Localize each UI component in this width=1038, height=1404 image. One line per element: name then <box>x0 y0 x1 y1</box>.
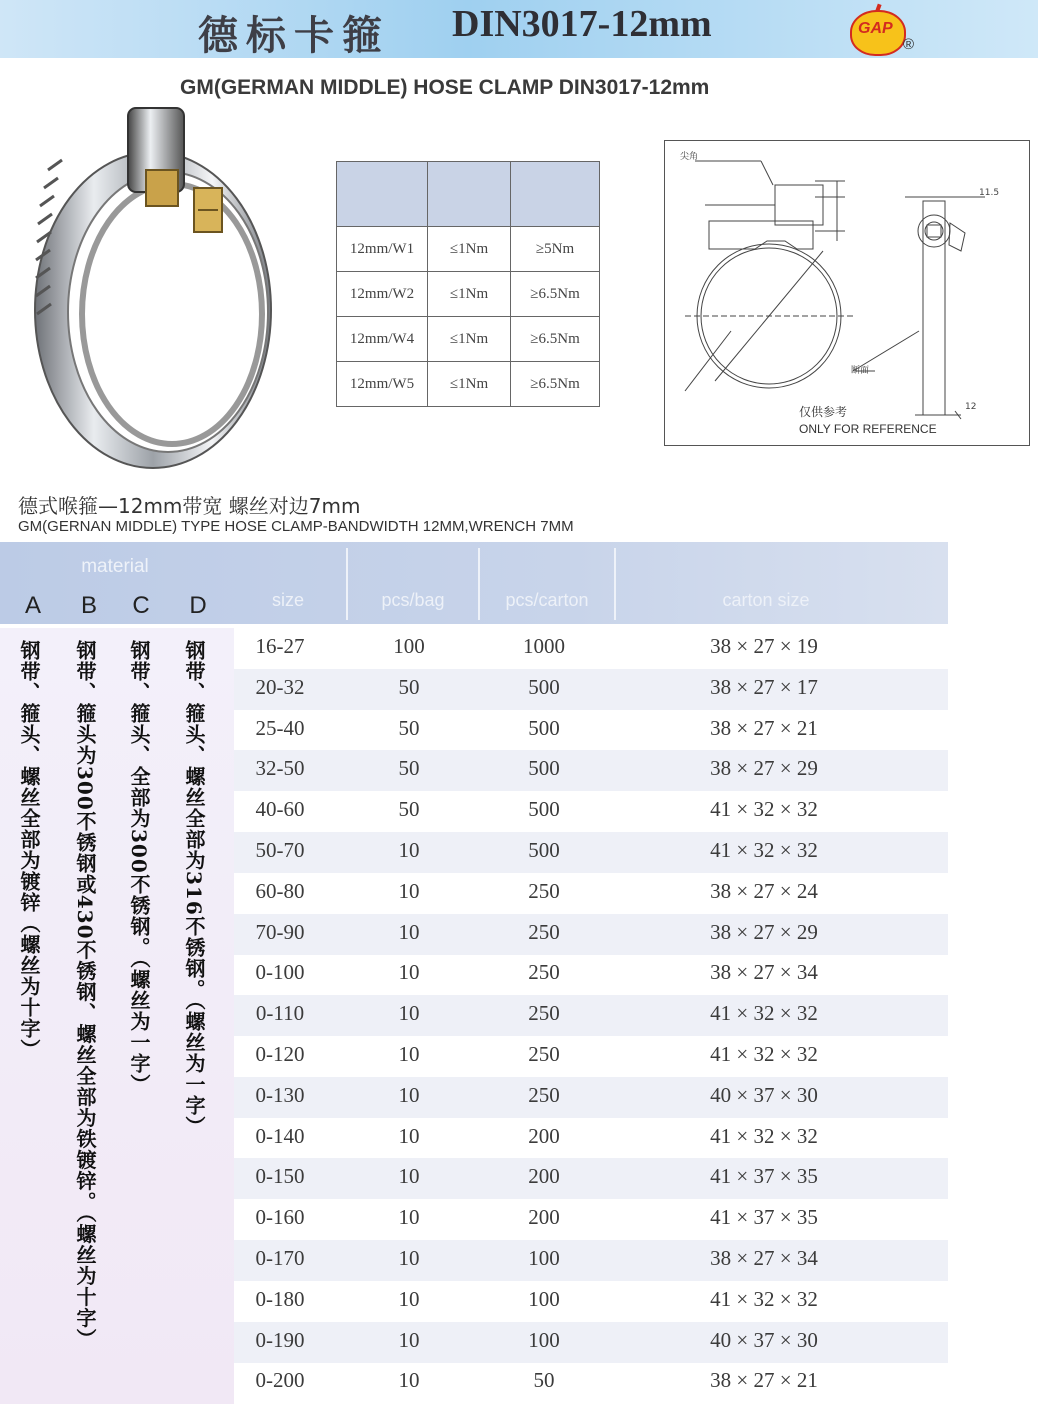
size-cell: 40-60 <box>255 797 305 822</box>
drawing-lines <box>665 141 1029 445</box>
carton-size-cell: 41 × 32 × 32 <box>710 1286 818 1311</box>
page-subtitle: GM(GERMAN MIDDLE) HOSE CLAMP DIN3017-12mm <box>180 76 710 99</box>
table-row <box>234 628 948 669</box>
torque-free: ≤1Nm <box>428 362 511 407</box>
table-row <box>234 914 948 955</box>
pcs-carton-cell: 200 <box>528 1205 560 1230</box>
pcs-carton-cell: 250 <box>528 960 560 985</box>
pcs-bag-cell: 10 <box>398 1368 420 1393</box>
size-cell: 0-140 <box>255 1123 305 1148</box>
size-cell: 0-200 <box>255 1368 305 1393</box>
svg-text:断面: 断面 <box>851 366 870 376</box>
carton-size-cell: 41 × 32 × 32 <box>710 1042 818 1066</box>
pcs-carton-cell: 500 <box>528 674 560 699</box>
table-row <box>234 1281 948 1322</box>
size-cell: 70-90 <box>255 919 305 944</box>
header-material: material <box>81 556 149 577</box>
pcs-bag-cell: 10 <box>398 1205 420 1230</box>
hose-clamp-image <box>18 100 308 485</box>
caption-chinese: 德式喉箍—12mm带宽 螺丝对边7mm <box>18 494 361 518</box>
carton-size-cell: 38 × 27 × 29 <box>710 919 818 944</box>
pcs-carton-cell: 500 <box>528 838 560 862</box>
table-row <box>234 1118 948 1159</box>
torque-header-load <box>511 162 600 227</box>
svg-text:11.5: 11.5 <box>979 188 1000 198</box>
size-cell: 0-150 <box>255 1164 305 1189</box>
size-cell: 50-70 <box>255 838 305 862</box>
pcs-bag-cell: 10 <box>398 1123 420 1148</box>
torque-load: ≥5Nm <box>511 227 600 272</box>
table-row <box>234 1036 948 1077</box>
carton-size-cell: 38 × 27 × 21 <box>710 715 818 740</box>
header-carton-size: carton size <box>722 590 810 610</box>
torque-free: ≤1Nm <box>428 272 511 317</box>
size-cell: 0-120 <box>255 1042 305 1066</box>
carton-size-cell: 38 × 27 × 21 <box>710 1368 818 1393</box>
table-row <box>234 954 948 995</box>
dim-12-label: 12 <box>965 402 977 412</box>
material-letter-a: A <box>24 592 41 619</box>
gap-logo <box>850 4 904 54</box>
material-desc-c: 钢带、箍头、全部为300不锈钢。（螺丝为一字） <box>127 640 151 1095</box>
carton-size-cell: 38 × 27 × 19 <box>710 634 818 658</box>
material-desc-d: 钢带、箍头、螺丝全部为316不锈钢。（螺丝为一字） <box>182 640 206 1137</box>
material-letter-d: D <box>189 592 207 619</box>
table-row <box>234 710 948 751</box>
pcs-carton-cell: 250 <box>528 1042 560 1066</box>
carton-size-cell: 38 × 27 × 24 <box>710 878 818 903</box>
table-row <box>234 750 948 791</box>
pcs-bag-cell: 100 <box>393 634 425 658</box>
material-letter-b: B <box>80 592 97 619</box>
technical-drawing <box>664 140 1030 446</box>
pcs-bag-cell: 10 <box>398 838 420 862</box>
size-cell: 0-110 <box>255 1001 305 1026</box>
torque-load: ≥6.5Nm <box>511 272 600 317</box>
table-row <box>234 873 948 914</box>
size-cell: 25-40 <box>255 715 305 740</box>
material-desc-a: 钢带、箍头、螺丝全部为镀锌（螺丝为十字） <box>17 640 41 1060</box>
size-cell: 0-130 <box>255 1082 305 1107</box>
reference-note-zh: 仅供参考 <box>799 405 848 419</box>
header-size: size <box>271 590 304 610</box>
pcs-carton-cell: 250 <box>528 1082 560 1107</box>
pcs-bag-cell: 10 <box>398 1082 420 1107</box>
carton-size-cell: 38 × 27 × 34 <box>710 1246 818 1270</box>
carton-size-cell: 41 × 32 × 32 <box>710 797 818 822</box>
pcs-carton-cell: 500 <box>528 797 560 822</box>
pcs-carton-cell: 500 <box>528 715 560 740</box>
logo-text: GAP <box>858 20 893 37</box>
pcs-carton-cell: 100 <box>528 1246 560 1270</box>
table-row <box>234 791 948 832</box>
pcs-bag-cell: 10 <box>398 960 420 985</box>
torque-free: ≤1Nm <box>428 317 511 362</box>
torque-free: ≤1Nm <box>428 227 511 272</box>
torque-model: 12mm/W2 <box>337 272 428 317</box>
header-pcs-bag: pcs/bag <box>381 590 445 610</box>
pcs-bag-cell: 10 <box>398 1001 420 1026</box>
size-cell: 20-32 <box>255 674 305 699</box>
torque-load: ≥6.5Nm <box>511 317 600 362</box>
carton-size-cell: 38 × 27 × 34 <box>710 960 818 985</box>
pcs-bag-cell: 50 <box>398 715 420 740</box>
torque-model: 12mm/W4 <box>337 317 428 362</box>
table-row <box>234 995 948 1036</box>
size-cell: 0-100 <box>255 960 305 985</box>
table-row <box>234 1077 948 1118</box>
torque-model: 12mm/W1 <box>337 227 428 272</box>
torque-model: 12mm/W5 <box>337 362 428 407</box>
torque-header-model <box>337 162 428 227</box>
carton-size-cell: 41 × 32 × 32 <box>710 1123 818 1148</box>
table-row <box>234 1158 948 1199</box>
torque-row <box>337 317 600 362</box>
pcs-bag-cell: 10 <box>398 1042 420 1066</box>
pcs-bag-cell: 50 <box>398 674 420 699</box>
size-cell: 0-170 <box>255 1246 305 1270</box>
pcs-bag-cell: 10 <box>398 1286 420 1311</box>
header-pcs-carton: pcs/carton <box>505 590 589 610</box>
carton-size-cell: 41 × 32 × 32 <box>710 1001 818 1026</box>
pcs-carton-cell: 100 <box>528 1327 560 1352</box>
carton-size-cell: 41 × 32 × 32 <box>710 838 818 862</box>
title-chinese: 德标卡箍 <box>198 12 390 59</box>
pcs-carton-cell: 250 <box>528 919 560 944</box>
size-cell: 60-80 <box>255 878 305 903</box>
title-english: DIN3017-12mm <box>452 3 712 45</box>
material-desc-b: 钢带、箍头为300不锈钢或430不锈钢、螺丝全部为铁镀锌。（螺丝为十字） <box>73 640 97 1350</box>
size-cell: 0-160 <box>255 1205 305 1230</box>
size-cell: 16-27 <box>255 634 305 658</box>
table-row <box>234 1362 948 1403</box>
pcs-carton-cell: 500 <box>528 756 560 781</box>
pcs-bag-cell: 10 <box>398 1164 420 1189</box>
carton-size-cell: 41 × 37 × 35 <box>710 1205 818 1230</box>
size-cell: 0-190 <box>255 1327 305 1352</box>
pcs-carton-cell: 200 <box>528 1123 560 1148</box>
carton-size-cell: 38 × 27 × 17 <box>710 674 818 699</box>
torque-row <box>337 362 600 407</box>
table-row <box>234 669 948 710</box>
pcs-bag-cell: 50 <box>398 756 420 781</box>
carton-size-cell: 40 × 37 × 30 <box>710 1082 818 1107</box>
torque-load: ≥6.5Nm <box>511 362 600 407</box>
pcs-bag-cell: 10 <box>398 919 420 944</box>
svg-text:尖角: 尖角 <box>680 152 699 162</box>
torque-header-free <box>428 162 511 227</box>
table-row <box>234 1240 948 1281</box>
pcs-carton-cell: 200 <box>528 1164 560 1189</box>
registered-mark: ® <box>903 36 915 53</box>
reference-note-en: ONLY FOR REFERENCE <box>799 422 937 436</box>
torque-row <box>337 227 600 272</box>
carton-size-cell: 40 × 37 × 30 <box>710 1327 818 1352</box>
pcs-carton-cell: 100 <box>528 1286 560 1311</box>
pcs-carton-cell: 50 <box>533 1368 555 1393</box>
size-cell: 32-50 <box>255 756 305 781</box>
header-banner <box>0 0 1038 58</box>
caption-english: GM(GERNAN MIDDLE) TYPE HOSE CLAMP-BANDWIDTH 12MM,WRENCH 7MM <box>18 518 574 535</box>
pcs-bag-cell: 10 <box>398 1246 420 1270</box>
carton-size-cell: 41 × 37 × 35 <box>710 1164 818 1189</box>
table-row <box>234 1199 948 1240</box>
pcs-bag-cell: 10 <box>398 878 420 903</box>
carton-size-cell: 38 × 27 × 29 <box>710 756 818 781</box>
pcs-carton-cell: 250 <box>528 878 560 903</box>
pcs-bag-cell: 10 <box>398 1327 420 1352</box>
table-row <box>234 832 948 873</box>
torque-table <box>336 161 600 407</box>
table-row <box>234 1322 948 1363</box>
material-letter-c: C <box>132 592 150 619</box>
size-cell: 0-180 <box>255 1286 305 1311</box>
pcs-bag-cell: 50 <box>398 797 420 822</box>
torque-row <box>337 272 600 317</box>
pcs-carton-cell: 250 <box>528 1001 560 1026</box>
pcs-carton-cell: 1000 <box>523 634 565 658</box>
